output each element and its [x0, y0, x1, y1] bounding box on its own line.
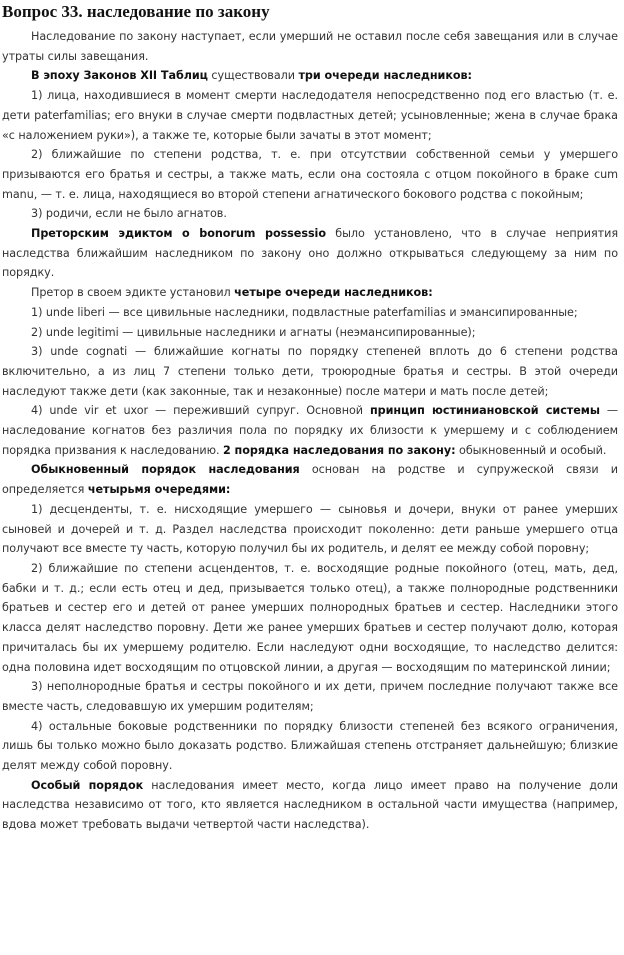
text-segment: — наследование когнатов без различия пола по порядку их близости к умершему и с соблюдением порядка призвания к наследованию. — [2, 404, 618, 457]
paragraph-p09 — [2, 323, 618, 343]
text-segment: Претор в своем эдикте установил — [31, 286, 235, 300]
bold-text: Особый порядок — [31, 778, 144, 792]
text-segment: 2) unde legitimi — цивильные наследники и агнаты (неэмансипированные); — [31, 325, 476, 339]
text-segment: 2) ближайшие по степени асцендентов, т. е. восходящие родные покойного (отец, мать, дед, бабки и т. д.; если есть отец и дед, призывается только отец), а также полнородные родственники братьев и сестер его и детей от ранее умерших полнородных братьев и сестер. Наследники этого класса делят наследство поровну. Дети же ранее умерших братьев и сестер получают долю, которая причиталась бы их умершему родителю. Если наследуют одни восходящие, то наследство делится: одна половина идет восходящим по отцовской линии, а другая — восходящим по материнской линии; — [2, 561, 618, 674]
paragraph-p13 — [2, 500, 618, 559]
text-segment: 3) неполнородные братья и сестры покойного и их дети, причем последние получают также все вместе часть, следовавшую их умершим родителям; — [2, 680, 618, 713]
bold-text: четырьмя очередями: — [87, 483, 231, 497]
bold-text: В эпоху Законов XII Таблиц — [31, 69, 208, 83]
paragraph-p16 — [2, 717, 618, 776]
bold-text: 2 порядка наследования по закону: — [222, 443, 456, 457]
text-segment: 3) unde cognati — ближайшие когнаты по порядку степеней вплоть до 6 степени родства включительно, а из лиц 7 степени только дети, троюродные братья и сестры. В этой очереди наследуют также дети (как законные, так и незаконные) после матери и мать после детей; — [2, 345, 618, 398]
paragraph-p11 — [2, 401, 618, 460]
text-segment: 1) unde liberi — все цивильные наследники, подвластные paterfamilias и эмансипированные; — [31, 305, 578, 319]
paragraph-p14 — [2, 559, 618, 677]
text-segment: 4) unde vir et uxor — переживший супруг. Основной — [31, 404, 370, 418]
bold-text: принцип юстиниановской системы — [369, 404, 600, 418]
paragraph-p12 — [2, 460, 618, 499]
bold-text: Преторским эдиктом о bonorum possessio — [31, 227, 326, 241]
paragraph-p04 — [2, 145, 618, 204]
paragraph-p02 — [2, 66, 618, 86]
text-segment: основан на родстве и супружеской связи и определяется — [2, 463, 618, 497]
text-segment: 1) лица, находившиеся в момент смерти наследодателя непосредственно под его властью (т. е. дети paterfamilias; его внуки в случае смерти подвластных детей; усыновленные; жена в случае брака «с наложением руки»), а также те, которые были зачаты в этот момент; — [2, 89, 618, 142]
paragraph-p08 — [2, 303, 618, 323]
paragraph-p05 — [2, 204, 618, 224]
paragraph-p07 — [2, 283, 618, 303]
text-segment: 4) остальные боковые родственники по порядку близости степеней без всякого ограничения, лишь бы только можно было доказать родство. Ближайшая степень отстраняет дальнейшую; близкие делят между собой поровну. — [2, 719, 618, 773]
bold-text: Обыкновенный порядок наследования — [31, 463, 300, 477]
bold-text: четыре очереди наследников: — [234, 286, 433, 300]
text-segment: Наследование по закону наступает, если умерший не оставил после себя завещания или в случае утраты силы завещания. — [2, 30, 618, 63]
text-segment: существовали — [207, 69, 299, 83]
text-segment: 2) ближайшие по степени родства, т. е. при отсутствии собственной семьи у умершего призываются его братья и сестры, а также мать, если она состояла с отцом покойного в браке cum manu, — т. е. лица, находящиеся во второй степени агнатического бокового родства с покойным; — [2, 148, 618, 201]
paragraph-p01 — [2, 27, 618, 66]
paragraph-p10 — [2, 342, 618, 401]
paragraph-p15 — [2, 677, 618, 716]
text-segment: 3) родичи, если не было агнатов. — [31, 207, 227, 221]
text-segment: было установлено, что в случае неприятия наследства ближайшим наследником по закону оно должно открываться следующему за ним по порядку. — [2, 227, 619, 280]
paragraph-p03 — [2, 86, 618, 145]
page-title: Вопрос 33. наследование по закону — [2, 2, 270, 21]
text-segment: 1) десценденты, т. е. нисходящие умершего — сыновья и дочери, внуки от ранее умерших сыновей и дочерей и т. д. Раздел наследства происходит поколенно: дети раньше умершего отца получают все вместе ту часть, которую получил бы их родитель, и делят ее между собой поровну; — [2, 502, 618, 556]
text-segment: наследования имеет место, когда лицо имеет право на получение доли наследства независимо от того, кто является наследником в остальной части имущества (например, вдова может требовать выдачи четвертой части наследства). — [2, 778, 619, 832]
paragraph-p17 — [2, 776, 618, 835]
bold-text: три очереди наследников: — [298, 69, 472, 83]
document-body — [2, 27, 618, 835]
text-segment: обыкновенный и особый. — [455, 443, 607, 457]
paragraph-p06 — [2, 224, 618, 283]
